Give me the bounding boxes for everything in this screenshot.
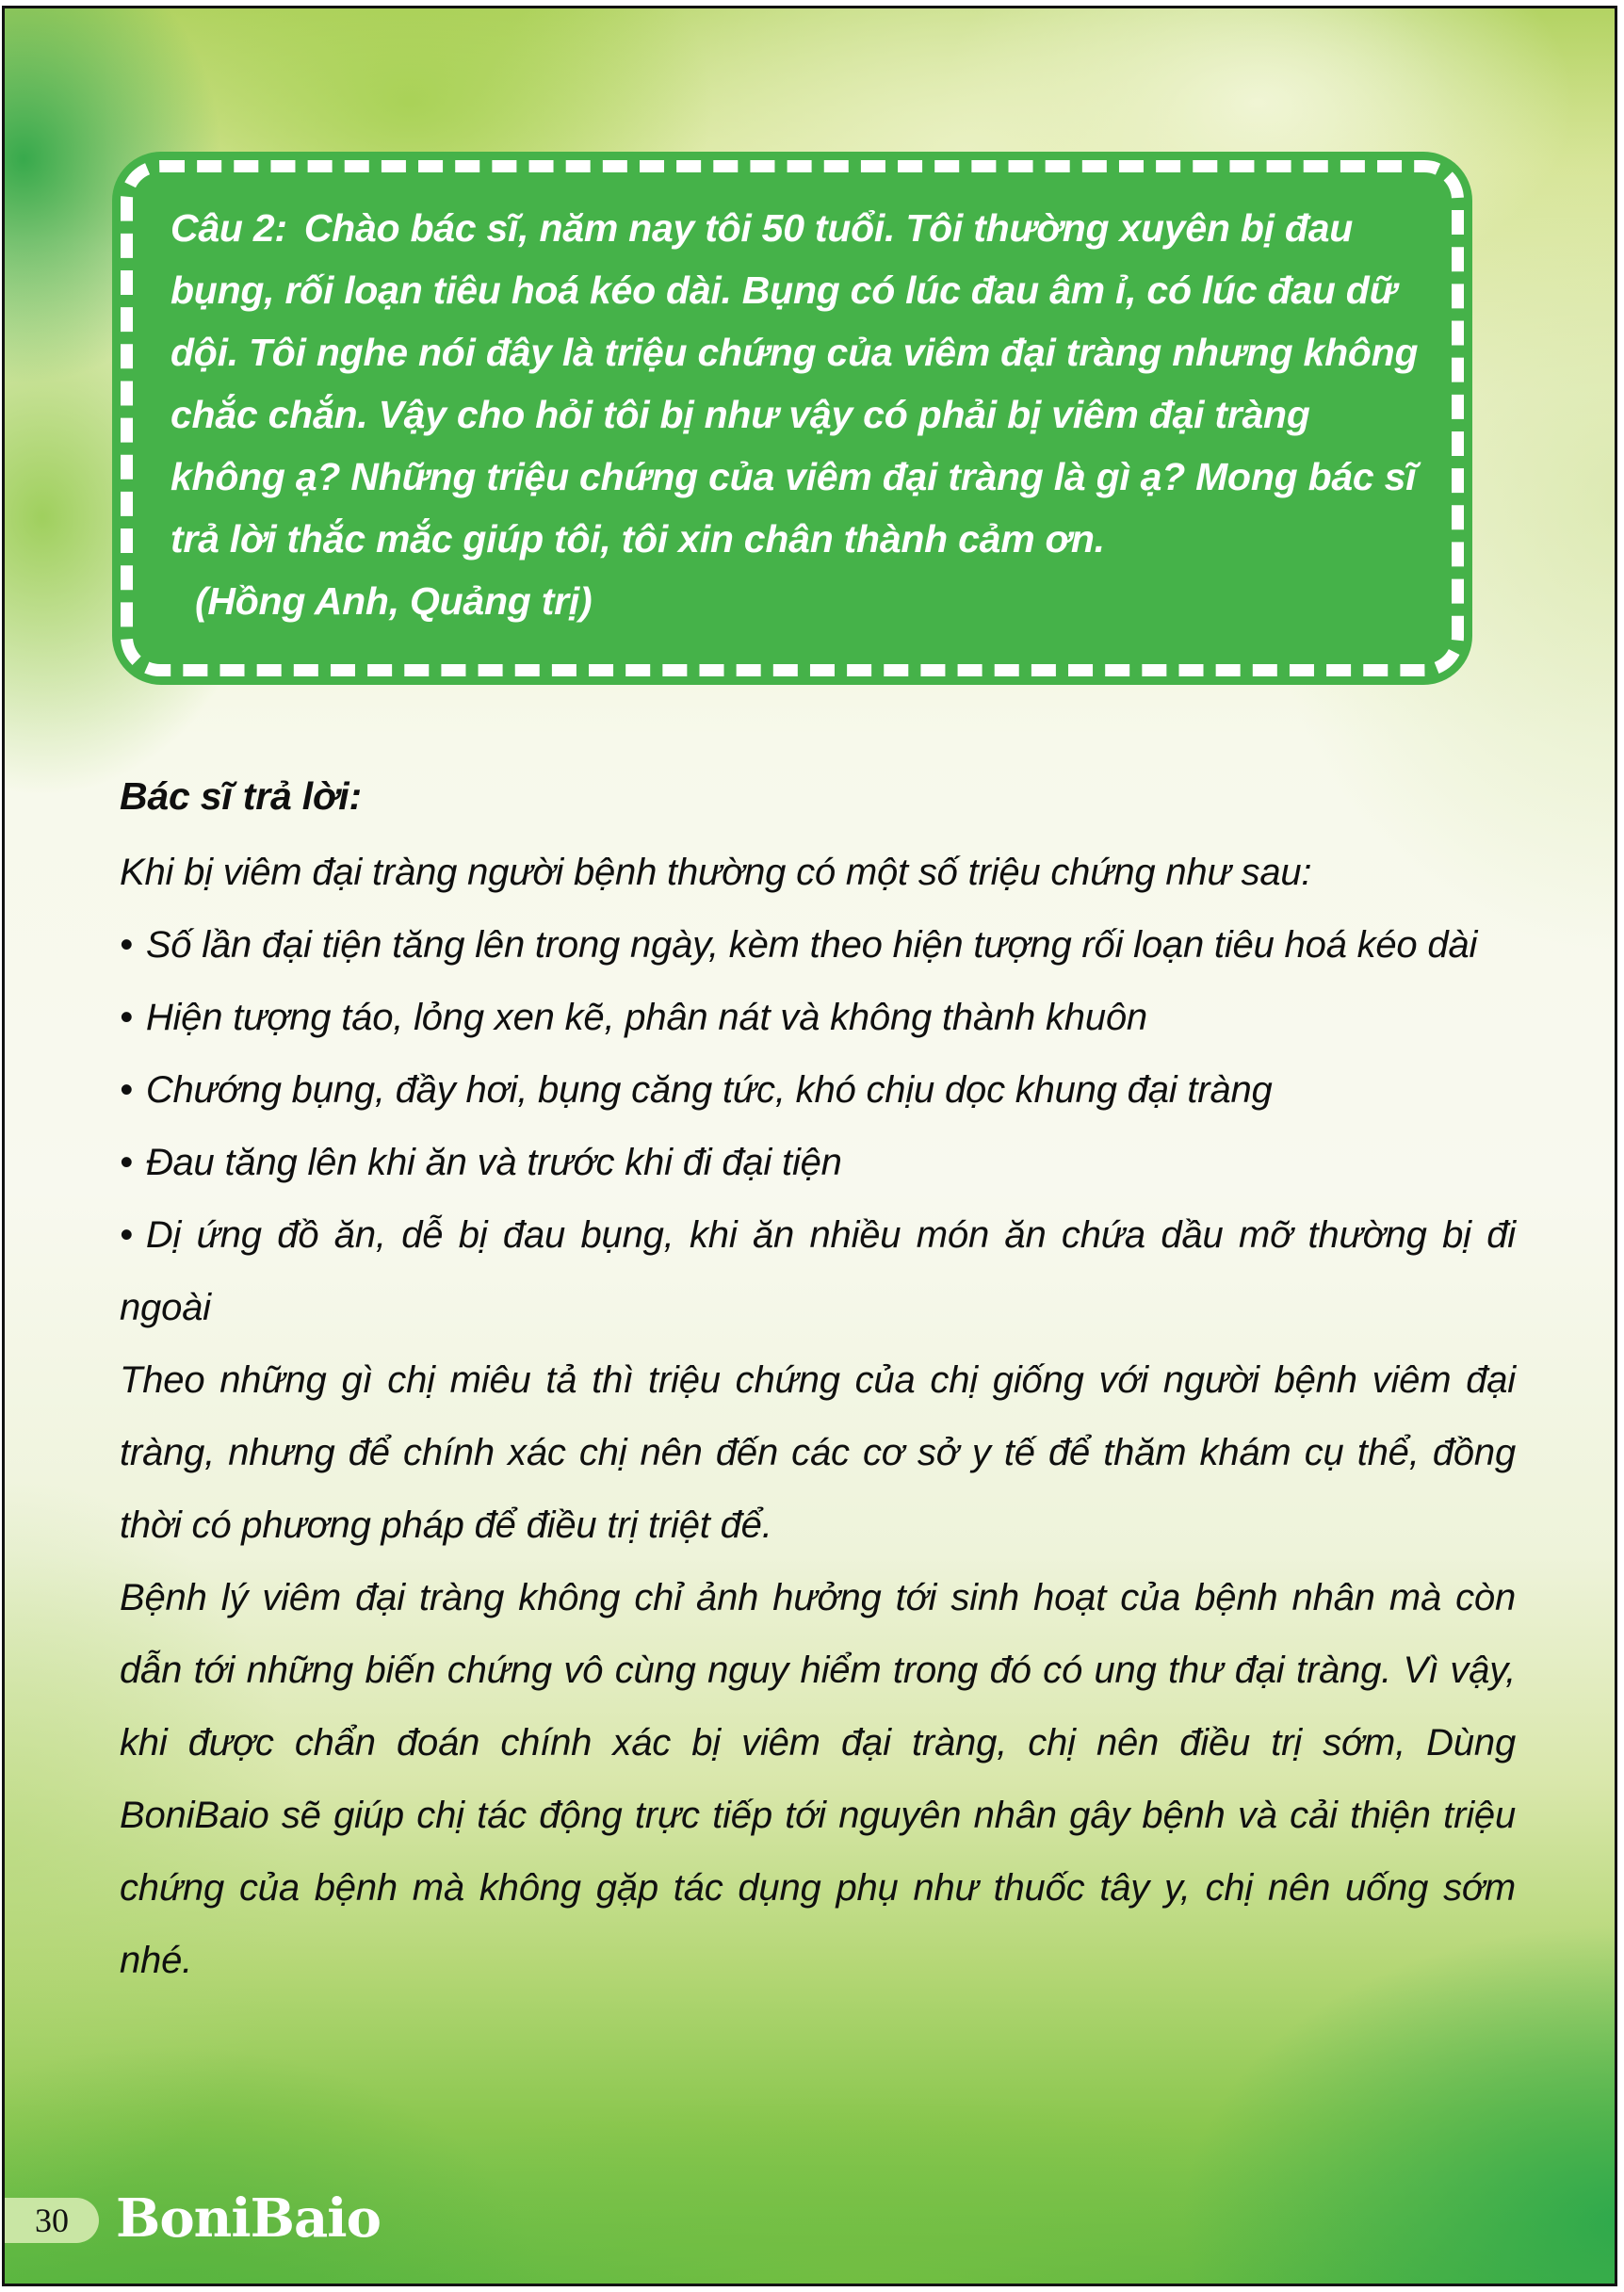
bullet-icon: • [120,1214,133,1256]
symptom-text: Chướng bụng, đầy hơi, bụng căng tức, khó chịu dọc khung đại tràng [145,1069,1273,1111]
symptom-bullet [120,1054,1516,1127]
symptom-text: Dị ứng đồ ăn, dễ bị đau bụng, khi ăn nhiều món ăn chứa dầu mỡ thường bị đi ngoài [120,1214,1516,1328]
bullet-icon: • [120,1142,133,1183]
symptom-bullet [120,1127,1516,1199]
symptom-bullet [120,1199,1516,1344]
question-label: Câu 2: [171,206,287,250]
doctor-answer [120,760,1516,1997]
question-text [171,197,1431,570]
symptom-bullet [120,982,1516,1054]
page-number-badge [5,2198,99,2243]
symptom-text: Hiện tượng táo, lỏng xen kẽ, phân nát và không thành khuôn [145,997,1147,1038]
answer-paragraph: Bệnh lý viêm đại tràng không chỉ ảnh hưởng tới sinh hoạt của bệnh nhân mà còn dẫn tới những biến chứng vô cùng nguy hiểm trong đó có ung thư đại tràng. Vì vậy, khi được chẩn đoán chính xác bị viêm đại tràng, chị nên điều trị sớm, Dùng BoniBaio sẽ giúp chị tác động trực tiếp tới nguyên nhân gây bệnh và cải thiện triệu chứng của bệnh mà không gặp tác dụng phụ như thuốc tây y, chị nên uống sớm nhé. [120,1577,1516,1981]
answer-intro: Khi bị viêm đại tràng người bệnh thường có một số triệu chứng như sau: [120,852,1312,893]
question-signature: (Hồng Anh, Quảng trị) [195,579,593,623]
page-frame [2,6,1617,2286]
brand-logo: BoniBaio [116,2187,381,2250]
bullet-icon: • [120,1069,133,1111]
symptom-text: Số lần đại tiện tăng lên trong ngày, kèm theo hiện tượng rối loạn tiêu hoá kéo dài [145,924,1478,966]
symptom-bullet [120,909,1516,982]
symptom-text: Đau tăng lên khi ăn và trước khi đi đại tiện [145,1142,842,1183]
answer-heading: Bác sĩ trả lời: [120,774,362,818]
page-number: 30 [35,2202,69,2239]
bullet-icon: • [120,997,133,1038]
bullet-icon: • [120,924,133,966]
question-box [112,152,1472,685]
answer-paragraph: Theo những gì chị miêu tả thì triệu chứng của chị giống với người bệnh viêm đại tràng, nhưng để chính xác chị nên đến các cơ sở y tế để thăm khám cụ thể, đồng thời có phương pháp để điều trị triệt để. [120,1359,1516,1546]
question-body: Chào bác sĩ, năm nay tôi 50 tuổi. Tôi thường xuyên bị đau bụng, rối loạn tiêu hoá kéo dài. Bụng có lúc đau âm ỉ, có lúc đau dữ dội. Tôi nghe nói đây là triệu chứng của viêm đại tràng nhưng không chắc chắn. Vậy cho hỏi tôi bị như vậy có phải bị viêm đại tràng không ạ? Những triệu chứng của viêm đại tràng là gì ạ? Mong bác sĩ trả lời thắc mắc giúp tôi, tôi xin chân thành cảm ơn. [171,206,1419,561]
